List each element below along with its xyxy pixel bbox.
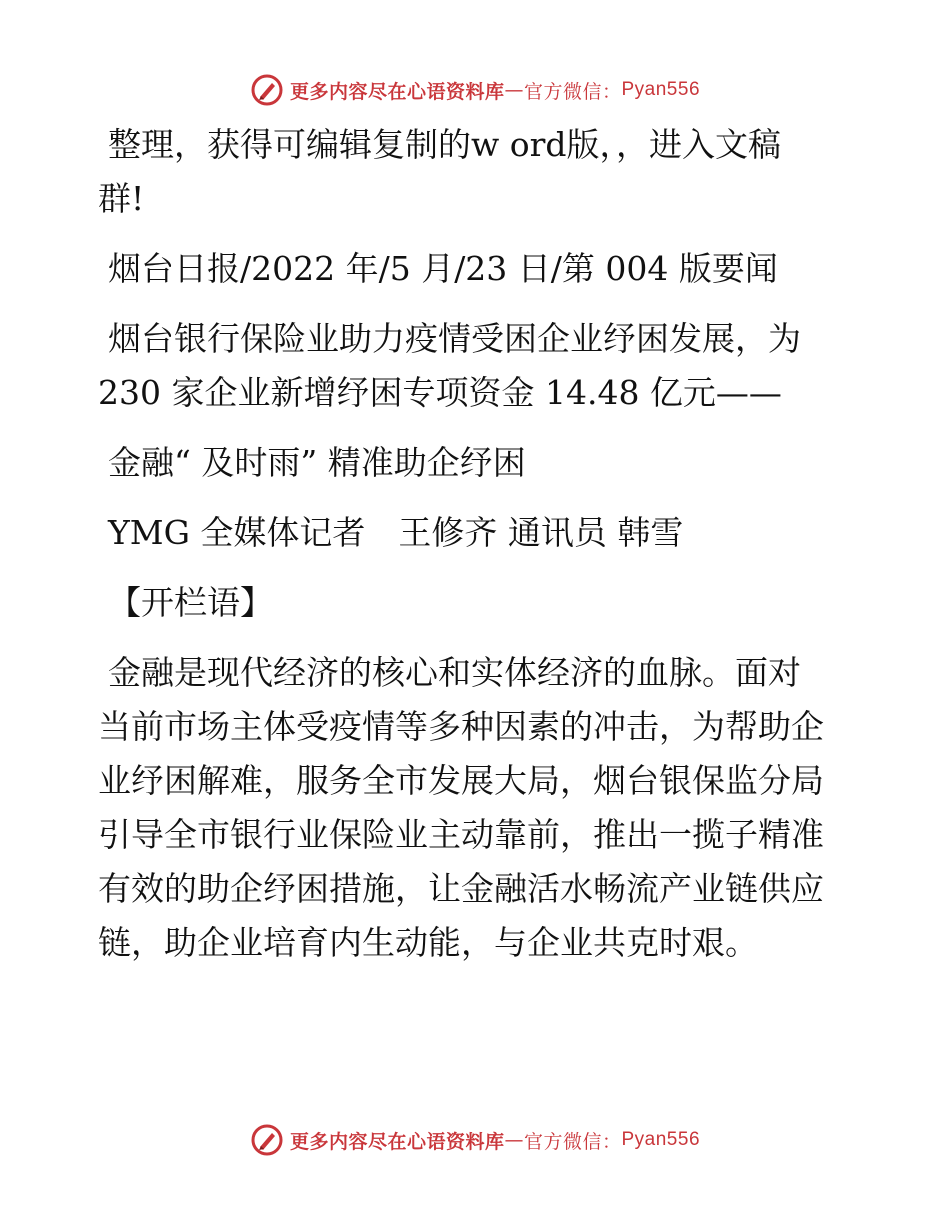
column-label: 【开栏语】 bbox=[108, 583, 273, 622]
source-paragraph bbox=[98, 242, 858, 296]
body-line: 当前市场主体受疫情等多种因素的冲击，为帮助企 bbox=[98, 707, 824, 746]
watermark-wechat-label: 官方微信： bbox=[523, 80, 622, 103]
column-label-paragraph bbox=[98, 576, 858, 630]
quill-circle-icon bbox=[250, 73, 284, 107]
subtitle-line-1: 烟台银行保险业助力疫情受困企业纾困发展，为 bbox=[108, 319, 801, 358]
watermark-title: 更多内容尽在心语资料库 bbox=[289, 1130, 505, 1153]
watermark-dash: — bbox=[504, 1129, 524, 1151]
byline-paragraph bbox=[98, 506, 858, 560]
quill-circle-icon bbox=[250, 1123, 284, 1157]
subtitle-paragraph bbox=[98, 312, 858, 420]
intro-line-2: 群! bbox=[98, 179, 145, 218]
watermark-dash: — bbox=[504, 79, 524, 101]
watermark-wechat-id: Pyan556 bbox=[621, 79, 701, 100]
source-line: 烟台日报/2022 年/5 月/23 日/第 004 版要闻 bbox=[108, 249, 778, 288]
intro-line-1: 整理，获得可编辑复制的w ord版，，进入文稿 bbox=[108, 125, 782, 164]
watermark-wechat-label: 官方微信： bbox=[523, 1130, 622, 1153]
subtitle-line-2: 230 家企业新增纾困专项资金 14.48 亿元—— bbox=[98, 373, 782, 412]
headline: 金融“ 及时雨” 精准助企纾困 bbox=[108, 443, 526, 482]
headline-paragraph bbox=[98, 436, 858, 490]
body-line: 业纾困解难，服务全市发展大局，烟台银保监分局 bbox=[98, 761, 824, 800]
body-line: 链，助企业培育内生动能，与企业共克时艰。 bbox=[98, 923, 758, 962]
document-body bbox=[98, 118, 858, 986]
intro-paragraph bbox=[98, 118, 858, 226]
body-line: 金融是现代经济的核心和实体经济的血脉。面对 bbox=[108, 653, 801, 692]
byline: YMG 全媒体记者 王修齐 通讯员 韩雪 bbox=[108, 513, 684, 552]
watermark-title: 更多内容尽在心语资料库 bbox=[289, 80, 505, 103]
body-line: 有效的助企纾困措施，让金融活水畅流产业链供应 bbox=[98, 869, 824, 908]
body-line: 引导全市银行业保险业主动靠前，推出一揽子精准 bbox=[98, 815, 824, 854]
body-paragraph bbox=[98, 646, 858, 970]
watermark-banner-top bbox=[0, 70, 950, 110]
watermark-wechat-id: Pyan556 bbox=[621, 1129, 701, 1150]
watermark-banner-bottom bbox=[0, 1120, 950, 1160]
